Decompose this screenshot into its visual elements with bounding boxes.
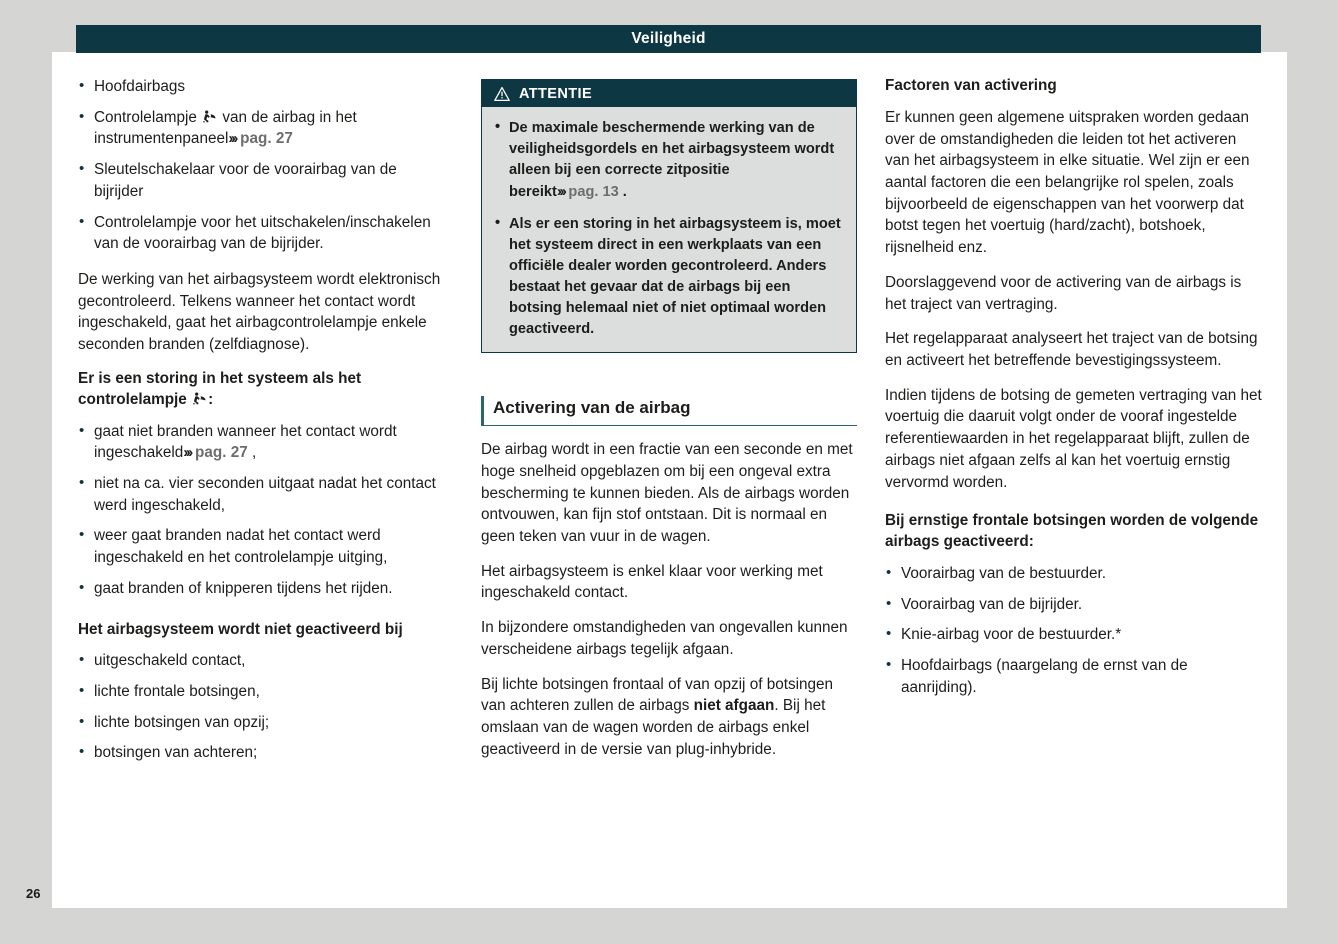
right-text-column	[885, 76, 1263, 708]
attention-callout-box	[481, 79, 857, 353]
reference-tail: ,	[247, 444, 257, 462]
attention-callout-label: ATTENTIE	[519, 85, 593, 102]
list-item	[78, 76, 450, 98]
list-item	[78, 212, 450, 255]
section-heading-label: Activering van de airbag	[493, 398, 691, 417]
list-item	[78, 650, 450, 672]
list-item	[885, 563, 1263, 585]
airbag-warning-telltale-icon	[202, 109, 217, 124]
list-item	[885, 624, 1263, 646]
heading-system-fault-tail: :	[208, 390, 214, 408]
fault-conditions-list	[78, 421, 450, 600]
attention-callout-body	[482, 107, 856, 352]
reference-chevrons-icon: ›››	[556, 183, 565, 200]
list-item-label: botsingen van achteren;	[94, 744, 258, 762]
page-header-bar	[76, 25, 1261, 53]
page-number: 26	[26, 886, 41, 901]
heading-factors: Factoren van activering	[885, 77, 1057, 94]
page-title: Veiligheid	[631, 30, 706, 47]
activation-paragraph-1: De airbag wordt in een fractie van een seconde en met hoge snelheid opgeblazen om bij een ongeval extra bescherming te kunnen bieden. Als de airbags worden ontvouwen, kan fijn stof ontstaan. Dit is normaal en geen teken van vuur in de wagen.	[481, 441, 853, 545]
factors-paragraph-4: Indien tijdens de botsing de gemeten vertraging van het voertuig die daaruit volgt onder de vooraf ingestelde referentiewaarden in het regelapparaat blijft, zullen de airbags niet afgaan zelfs al kan het voertuig ernstig vervormd worden.	[885, 386, 1262, 491]
list-item	[885, 655, 1263, 698]
page-reference-link[interactable]: pag. 27	[195, 444, 248, 462]
activation-paragraph-4-part1: Bij lichte botsingen frontaal of van opzij of botsingen van achteren zullen de airbags	[481, 675, 834, 715]
heading-system-fault-text: Er is een storing in het systeem als het controlelampje	[78, 369, 362, 408]
list-item-label: Sleutelschakelaar voor de voorairbag van de bijrijder	[94, 161, 397, 200]
list-item	[78, 681, 450, 703]
airbag-electronic-check-paragraph: De werking van het airbagsysteem wordt elektronisch gecontroleerd. Telkens wanneer het contact wordt ingeschakeld, gaat het airbagcontrolelampje enkele seconden branden (zelfdiagnose).	[78, 271, 441, 354]
list-item	[495, 118, 843, 203]
list-item-label: Hoofdairbags	[94, 78, 185, 95]
frontal-airbags-list	[885, 563, 1263, 699]
list-item-label: niet na ca. vier seconden uitgaat nadat het contact werd ingeschakeld,	[94, 474, 436, 514]
list-item-label: Knie-airbag voor de bestuurder.*	[901, 626, 1122, 644]
list-item	[78, 473, 450, 516]
page-reference-link[interactable]: pag. 13	[568, 184, 619, 200]
reference-tail: .	[618, 184, 627, 200]
list-item	[78, 578, 450, 600]
page-reference-link[interactable]: pag. 27	[240, 130, 293, 148]
factors-paragraph-2: Doorslaggevend voor de activering van de airbags is het traject van vertraging.	[885, 273, 1242, 313]
list-item-label-cont: van de airbag in het instrumentenpaneel	[94, 108, 357, 148]
warning-triangle-icon	[494, 86, 510, 102]
list-item	[78, 712, 450, 734]
list-item-label: Als er een storing in het airbagsysteem is, moet het systeem direct in een werkplaats van een officiële dealer worden gecontroleerd. Anders bestaat het gevaar dat de airbags bij een botsing helemaal niet of niet optimaal worden geactiveerd.	[509, 216, 841, 337]
not-activated-list	[78, 650, 450, 764]
section-heading-activering	[481, 396, 857, 426]
list-item	[495, 214, 843, 340]
list-item	[885, 594, 1263, 616]
list-item-label: Controlelampje	[94, 108, 202, 126]
activation-paragraph-4	[481, 674, 857, 761]
heading-frontal-collisions: Bij ernstige frontale botsingen worden de volgende airbags geactiveerd:	[885, 512, 1259, 551]
list-item-label: Hoofdairbags (naargelang de ernst van de aanrijding).	[901, 657, 1188, 696]
factors-paragraph-1: Er kunnen geen algemene uitspraken worden gedaan over de omstandigheden die leiden tot het activeren van het airbagsysteem in elke situatie. Wel zijn er een aantal factoren die een belangrijke rol spelen, zoals bijvoorbeeld de eigenschappen van het voorwerp dat botst tegen het voertuig (hard/zacht), botshoek, rijsnelheid enz.	[885, 108, 1250, 257]
activation-paragraph-3: In bijzondere omstandigheden van ongevallen kunnen verscheidene airbags tegelijk afgaan.	[481, 619, 848, 658]
activation-paragraph-4-emphasis: niet afgaan	[693, 697, 775, 715]
list-item	[78, 742, 450, 764]
reference-chevrons-icon: ›››	[183, 444, 191, 462]
list-item	[78, 107, 450, 150]
list-item-label: gaat branden of knipperen tijdens het rijden.	[94, 579, 393, 597]
list-item-label: De maximale beschermende werking van de veiligheidsgordels en het airbagsysteem wordt alleen bij een correcte zitpositie bereikt	[509, 120, 835, 200]
left-text-column	[78, 76, 450, 774]
activation-paragraph-2: Het airbagsysteem is enkel klaar voor werking met ingeschakeld contact.	[481, 562, 823, 602]
airbag-components-list	[78, 76, 450, 255]
heading-system-fault	[78, 369, 450, 411]
list-item	[78, 159, 450, 202]
list-item-label: lichte frontale botsingen,	[94, 683, 260, 701]
list-item-label: Voorairbag van de bijrijder.	[901, 595, 1083, 613]
list-item-label: uitgeschakeld contact,	[94, 652, 246, 670]
list-item-label: weer gaat branden nadat het contact werd ingeschakeld en het controlelampje uitging,	[94, 527, 388, 567]
middle-text-column	[481, 396, 857, 773]
list-item-label: gaat niet branden wanneer het contact wordt ingeschakeld	[94, 422, 397, 462]
list-item-label: lichte botsingen van opzij;	[94, 713, 270, 731]
list-item	[78, 421, 450, 464]
attention-callout-header	[482, 80, 856, 107]
airbag-warning-telltale-icon	[192, 391, 207, 406]
activation-paragraph-4-part2: . Bij het omslaan van de wagen worden de airbags enkel geactiveerd in de versie van plug-inhybride.	[481, 697, 826, 758]
reference-chevrons-icon: ›››	[228, 130, 236, 148]
heading-not-activated: Het airbagsysteem wordt niet geactiveerd bij	[78, 620, 403, 638]
list-item-label: Controlelampje voor het uitschakelen/inschakelen van de voorairbag van de bijrijder.	[94, 213, 431, 253]
factors-paragraph-3: Het regelapparaat analyseert het traject van de botsing en activeert het betreffende bevestigingssysteem.	[885, 330, 1258, 369]
list-item	[78, 525, 450, 568]
attention-items-list	[495, 118, 843, 340]
list-item-label: Voorairbag van de bestuurder.	[901, 564, 1106, 582]
